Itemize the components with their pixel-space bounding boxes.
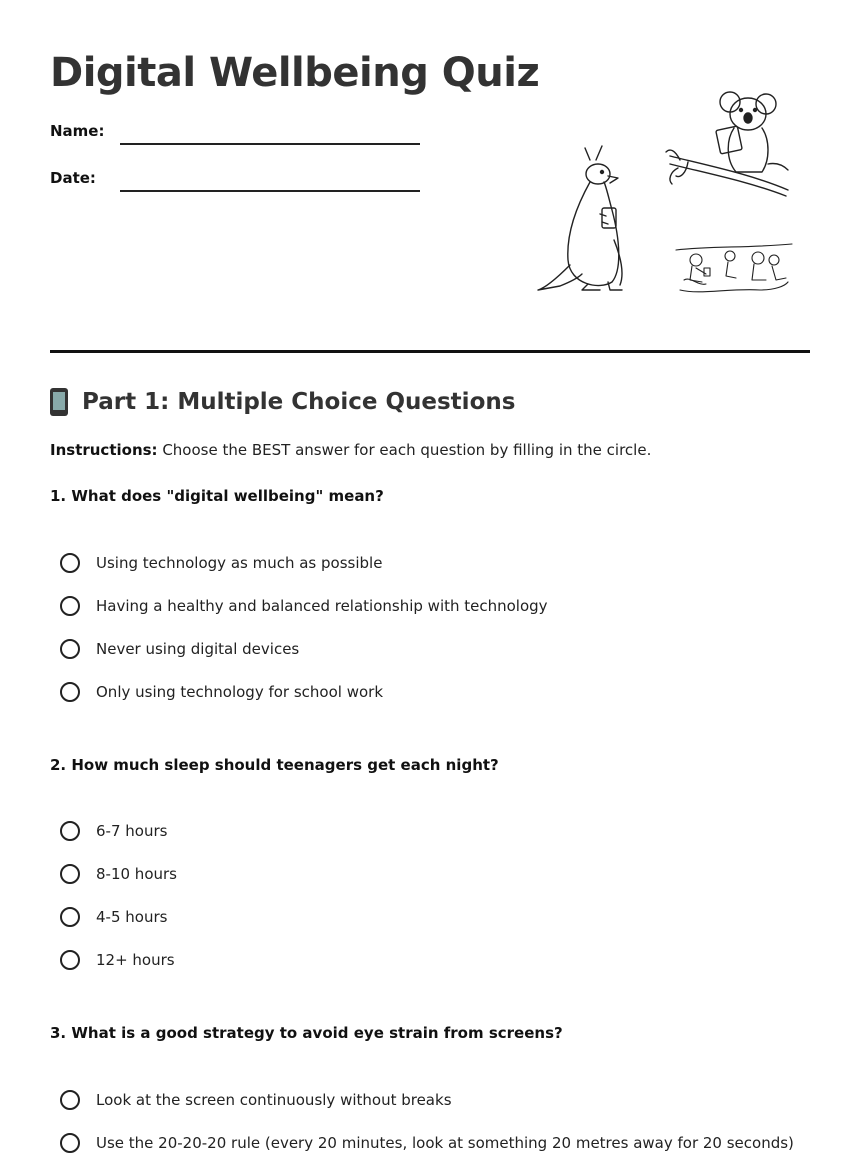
radio-circle[interactable] (60, 553, 80, 573)
instructions-text: Choose the BEST answer for each question by filling in the circle. (157, 441, 652, 459)
q1-option-a[interactable] (60, 553, 382, 573)
option-label: Never using digital devices (96, 640, 300, 658)
name-field[interactable] (120, 143, 420, 145)
section-title: Part 1: Multiple Choice Questions (82, 389, 516, 415)
radio-circle[interactable] (60, 1133, 80, 1153)
section-heading (50, 388, 515, 416)
option-label: Look at the screen continuously without breaks (96, 1091, 452, 1109)
radio-circle[interactable] (60, 596, 80, 616)
q1-option-b[interactable] (60, 596, 548, 616)
radio-circle[interactable] (60, 950, 80, 970)
question-3: 3. What is a good strategy to avoid eye strain from screens? (50, 1024, 563, 1042)
question-1: 1. What does "digital wellbeing" mean? (50, 487, 384, 505)
kangaroo-icon (538, 146, 622, 290)
radio-circle[interactable] (60, 821, 80, 841)
q2-option-a[interactable] (60, 821, 167, 841)
mobile-phone-icon (50, 388, 68, 416)
q1-option-c[interactable] (60, 639, 299, 659)
date-field[interactable] (120, 190, 420, 192)
koala-icon (666, 92, 788, 196)
q2-option-b[interactable] (60, 864, 177, 884)
children-at-beach-icon (676, 244, 792, 292)
radio-circle[interactable] (60, 639, 80, 659)
option-label: Having a healthy and balanced relationship with technology (96, 597, 548, 615)
radio-circle[interactable] (60, 682, 80, 702)
radio-circle[interactable] (60, 864, 80, 884)
page-title: Digital Wellbeing Quiz (50, 50, 540, 96)
option-label: 6-7 hours (96, 822, 168, 840)
name-label: Name: (50, 122, 105, 140)
option-label: Use the 20-20-20 rule (every 20 minutes, look at something 20 metres away for 20 seconds) (96, 1134, 794, 1152)
date-label: Date: (50, 169, 96, 187)
option-label: 12+ hours (96, 951, 175, 969)
option-label: Only using technology for school work (96, 683, 384, 701)
radio-circle[interactable] (60, 907, 80, 927)
option-label: Using technology as much as possible (96, 554, 383, 572)
option-label: 8-10 hours (96, 865, 177, 883)
section-divider (50, 350, 810, 353)
q3-option-b[interactable] (60, 1133, 794, 1153)
q1-option-d[interactable] (60, 682, 383, 702)
radio-circle[interactable] (60, 1090, 80, 1110)
instructions (50, 441, 651, 459)
instructions-label: Instructions: (50, 441, 158, 459)
q2-option-d[interactable] (60, 950, 175, 970)
australian-animals-illustration (530, 90, 800, 305)
q2-option-c[interactable] (60, 907, 167, 927)
option-label: 4-5 hours (96, 908, 168, 926)
question-2: 2. How much sleep should teenagers get each night? (50, 756, 499, 774)
q3-option-a[interactable] (60, 1090, 452, 1110)
